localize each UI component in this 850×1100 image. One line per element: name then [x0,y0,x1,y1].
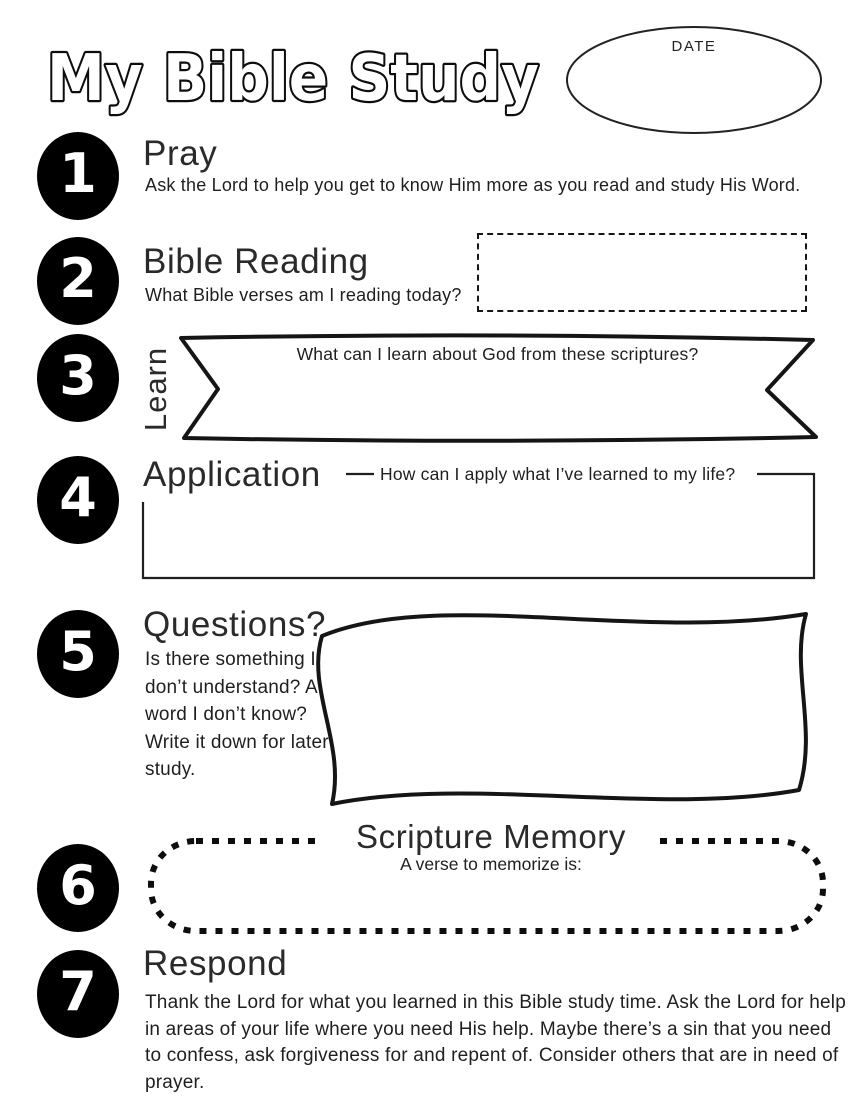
step-7-number: 7 [59,960,97,1023]
step-2-badge [37,237,119,325]
step-4-heading: Application [143,455,321,494]
step-1-badge [37,132,119,220]
step-7-badge [37,950,119,1038]
step-5-heading: Questions? [143,605,327,644]
application-input-box[interactable] [140,468,820,582]
questions-flag-outline [298,594,830,812]
application-box-outline [140,468,820,582]
step-2-heading: Bible Reading [143,242,369,281]
date-field[interactable] [563,24,825,136]
step-3-heading: Learn [138,346,173,432]
step-6-subheading: A verse to memorize is: [400,854,582,874]
step-3-badge [37,334,119,422]
step-2-number: 2 [59,247,97,310]
step-4-number: 4 [59,466,97,529]
step-6-heading: Scripture Memory [322,817,660,857]
learn-banner-question: What can I learn about God from these scriptures? [296,344,699,364]
step-1-heading: Pray [143,134,218,173]
step-6-badge [37,844,119,932]
step-7-heading: Respond [143,944,288,983]
date-label: DATE [671,38,717,55]
application-question: How can I apply what I’ve learned to my life? [380,464,736,484]
step-1-description: Ask the Lord to help you get to know Him more as you read and study His Word. [145,175,801,195]
step-3-number: 3 [59,344,97,407]
step-1-number: 1 [59,142,97,205]
step-5-number: 5 [59,620,97,683]
step-5-badge [37,610,119,698]
step-5-description: Is there something I don’t understand? A word I don’t know? Write it down for later study. [145,649,329,780]
step-6-number: 6 [59,854,97,917]
bible-reading-input-box[interactable] [477,233,807,312]
page-title-art [42,28,552,124]
page-title: My Bible Study [47,42,539,116]
step-2-description: What Bible verses am I reading today? [145,285,462,305]
questions-input-area[interactable] [298,594,830,812]
step-4-badge [37,456,119,544]
step-7-description: Thank the Lord for what you learned in this Bible study time. Ask the Lord for help in areas of your life where you need His help. Maybe there’s a sin that you need to confess, ask forgiveness for and repent of. Consider others that are in need of prayer. [145,992,846,1093]
